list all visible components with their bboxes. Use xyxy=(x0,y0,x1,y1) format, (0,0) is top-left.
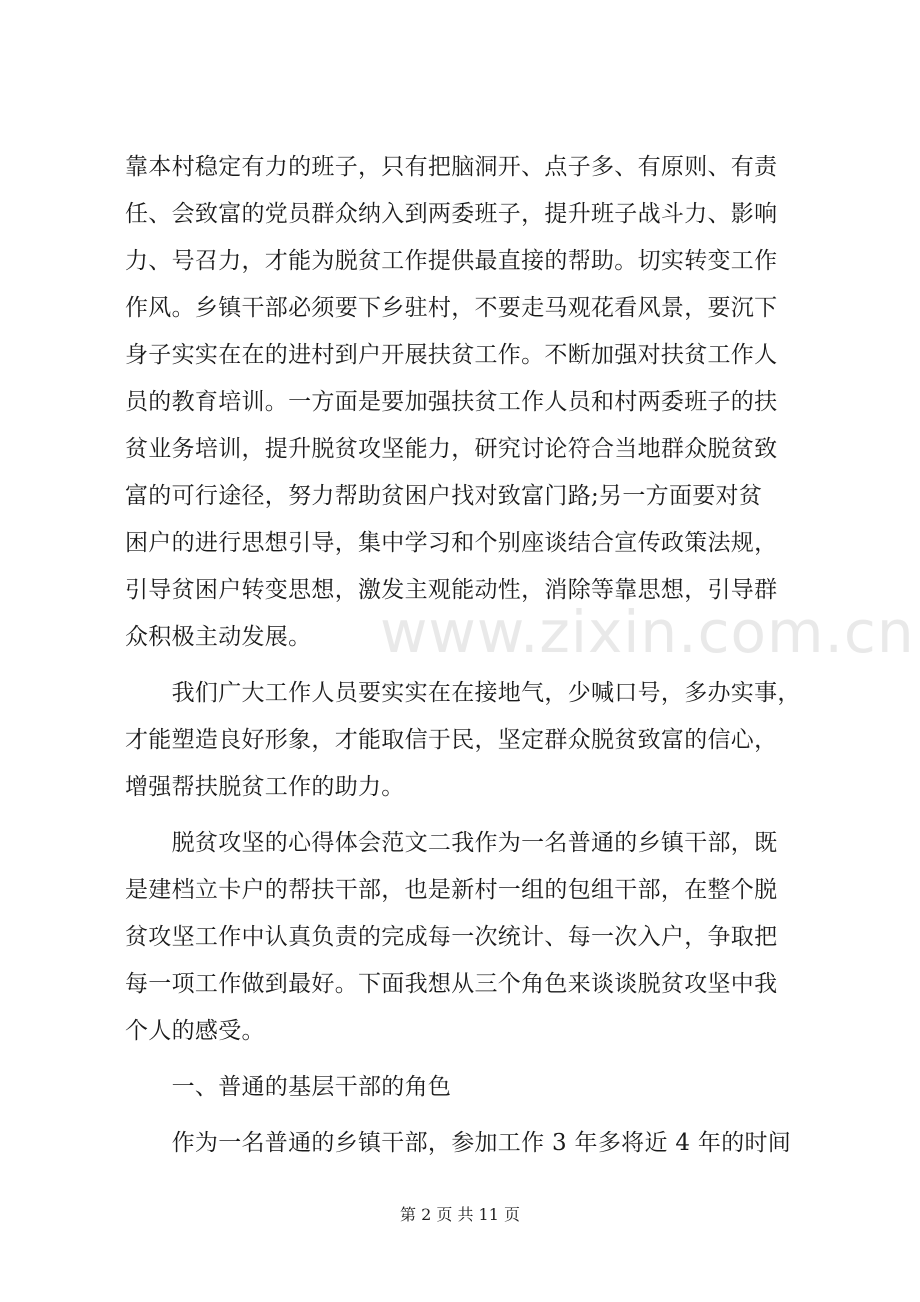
page-footer: 第 2 页 共 11 页 xyxy=(400,1205,520,1224)
text-line: 任、会致富的党员群众纳入到两委班子，提升班子战斗力、影响 xyxy=(125,201,778,227)
text-line: 身子实实在在的进村到户开展扶贫工作。不断加强对扶贫工作人 xyxy=(125,342,778,368)
text-line: 增强帮扶脱贫工作的助力。 xyxy=(125,774,405,800)
text-line: 引导贫困户转变思想，激发主观能动性，消除等靠思想，引导群 xyxy=(125,577,778,603)
text-line: 贫攻坚工作中认真负责的完成每一次统计、每一次入户，争取把 xyxy=(125,924,778,950)
text-line: 力、号召力，才能为脱贫工作提供最直接的帮助。切实转变工作 xyxy=(125,248,778,274)
paragraph-gap xyxy=(125,1111,815,1120)
text-line: 贫业务培训，提升脱贫攻坚能力，研究讨论符合当地群众脱贫致 xyxy=(125,436,778,462)
text-line: 众积极主动发展。 xyxy=(125,624,312,650)
paragraph-gap xyxy=(125,811,815,820)
text-line: 每一项工作做到最好。下面我想从三个角色来谈谈脱贫攻坚中我 xyxy=(125,971,778,997)
text-line: 员的教育培训。一方面是要加强扶贫工作人员和村两委班子的扶 xyxy=(125,389,778,415)
section-heading: 一、普通的基层干部的角色 xyxy=(125,1074,452,1100)
text-line: 困户的进行思想引导，集中学习和个别座谈结合宣传政策法规， xyxy=(125,530,778,556)
text-line: 才能塑造良好形象，才能取信于民，坚定群众脱贫致富的信心， xyxy=(125,727,778,753)
text-line: 脱贫攻坚的心得体会范文二我作为一名普通的乡镇干部，既 xyxy=(125,830,778,856)
text-line: 作风。乡镇干部必须要下乡驻村，不要走马观花看风景，要沉下 xyxy=(125,295,778,321)
text-line: 个人的感受。 xyxy=(125,1018,265,1044)
paragraph-gap xyxy=(125,661,815,670)
text-line: 我们广大工作人员要实实在在接地气，少喊口号，多办实事， xyxy=(125,680,801,706)
watermark: www.zixin.com.cn xyxy=(380,598,915,666)
paragraph-gap xyxy=(125,1055,815,1064)
text-line: 靠本村稳定有力的班子，只有把脑洞开、点子多、有原则、有责 xyxy=(125,154,778,180)
text-line: 是建档立卡户的帮扶干部，也是新村一组的包组干部，在整个脱 xyxy=(125,877,778,903)
text-line: 作为一名普通的乡镇干部，参加工作 3 年多将近 4 年的时间 xyxy=(125,1130,792,1156)
document-body xyxy=(125,144,815,1167)
text-line: 富的可行途径，努力帮助贫困户找对致富门路;另一方面要对贫 xyxy=(125,483,763,509)
